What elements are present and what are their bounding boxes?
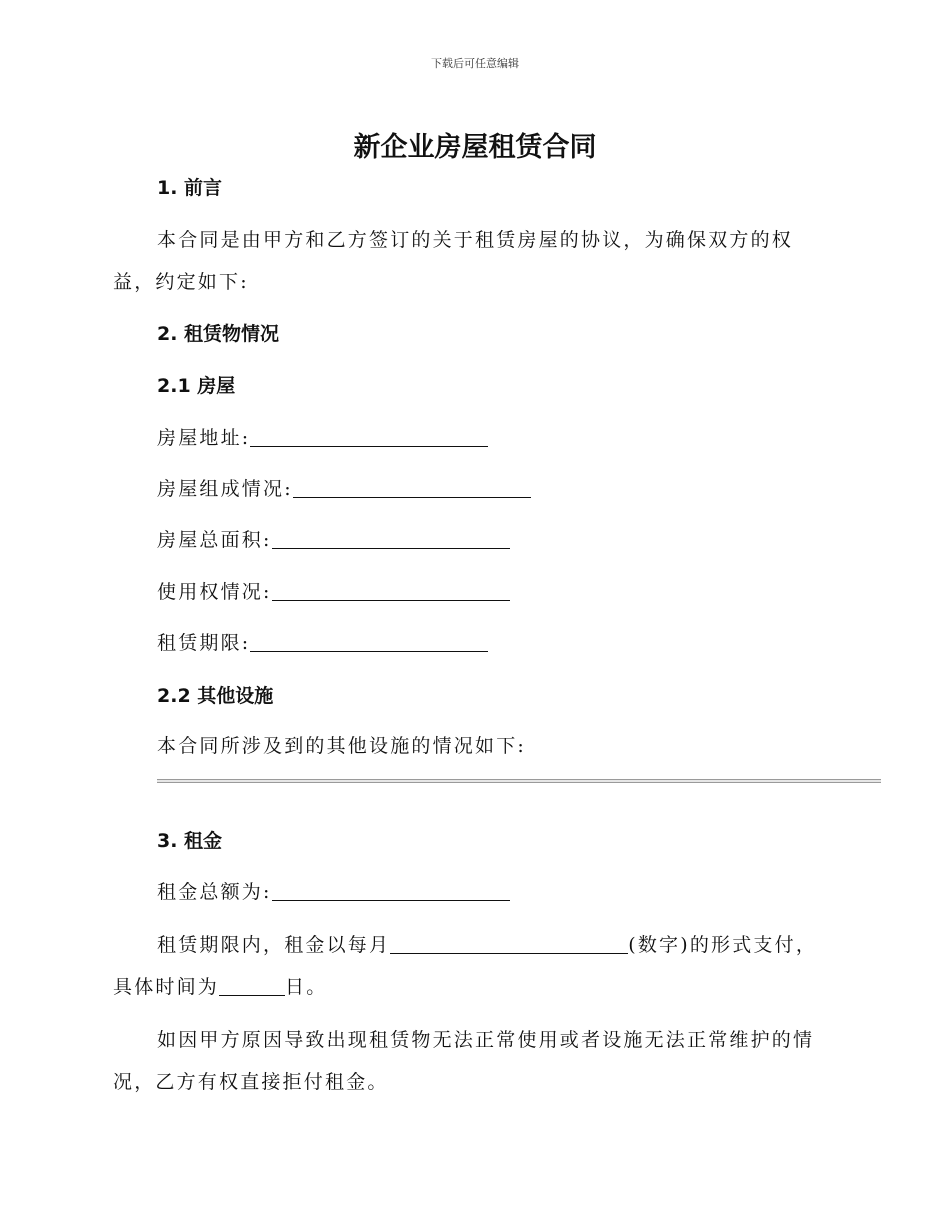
document-title: 新企业房屋租赁合同 xyxy=(353,132,597,163)
section-1-paragraph-line-1: 本合同是由甲方和乙方签订的关于租赁房屋的协议，为确保双方的权 xyxy=(157,229,794,251)
rent-refusal-line-1: 如因甲方原因导致出现租赁物无法正常使用或者设施无法正常维护的情 xyxy=(157,1029,815,1051)
house-composition-label: 房屋组成情况: xyxy=(157,478,293,500)
rent-payment-text-c: 具体时间为 xyxy=(113,976,220,998)
facilities-divider-line xyxy=(157,779,881,783)
rent-refusal-line-2: 况，乙方有权直接拒付租金。 xyxy=(113,1071,389,1093)
rent-payment-text-b: (数字)的形式支付， xyxy=(628,934,818,956)
lease-term-label: 租赁期限: xyxy=(157,632,251,654)
rent-payment-line-1 xyxy=(157,930,817,957)
section-2-2-paragraph: 本合同所涉及到的其他设施的情况如下: xyxy=(157,735,527,757)
usage-right-label: 使用权情况: xyxy=(157,581,272,603)
house-total-area-blank[interactable] xyxy=(272,530,510,549)
usage-right-blank[interactable] xyxy=(272,582,510,601)
house-total-area-field[interactable] xyxy=(157,525,510,552)
house-address-label: 房屋地址: xyxy=(157,427,251,449)
payment-day-blank[interactable] xyxy=(219,977,285,996)
section-1-paragraph-line-2: 益，约定如下: xyxy=(113,271,249,293)
section-2-heading: 2. 租赁物情况 xyxy=(157,323,280,345)
rent-total-field[interactable] xyxy=(157,877,510,904)
section-2-2-heading: 2.2 其他设施 xyxy=(157,685,274,707)
house-composition-blank[interactable] xyxy=(293,479,531,498)
lease-term-field[interactable] xyxy=(157,628,488,655)
section-1-heading: 1. 前言 xyxy=(157,177,223,199)
usage-right-field[interactable] xyxy=(157,577,510,604)
rent-total-label: 租金总额为: xyxy=(157,881,272,903)
section-2-1-heading: 2.1 房屋 xyxy=(157,375,236,397)
page-header-note: 下载后可任意编辑 xyxy=(431,57,519,70)
rent-payment-text-d: 日。 xyxy=(285,976,328,998)
lease-term-blank[interactable] xyxy=(250,633,488,652)
house-total-area-label: 房屋总面积: xyxy=(157,529,272,551)
rent-total-blank[interactable] xyxy=(272,882,510,901)
rent-payment-text-a: 租赁期限内，租金以每月 xyxy=(157,934,391,956)
monthly-rent-blank[interactable] xyxy=(390,935,628,954)
rent-payment-line-2 xyxy=(113,972,327,999)
house-composition-field[interactable] xyxy=(157,474,531,501)
house-address-field[interactable] xyxy=(157,423,488,450)
house-address-blank[interactable] xyxy=(250,428,488,447)
section-3-heading: 3. 租金 xyxy=(157,830,223,852)
